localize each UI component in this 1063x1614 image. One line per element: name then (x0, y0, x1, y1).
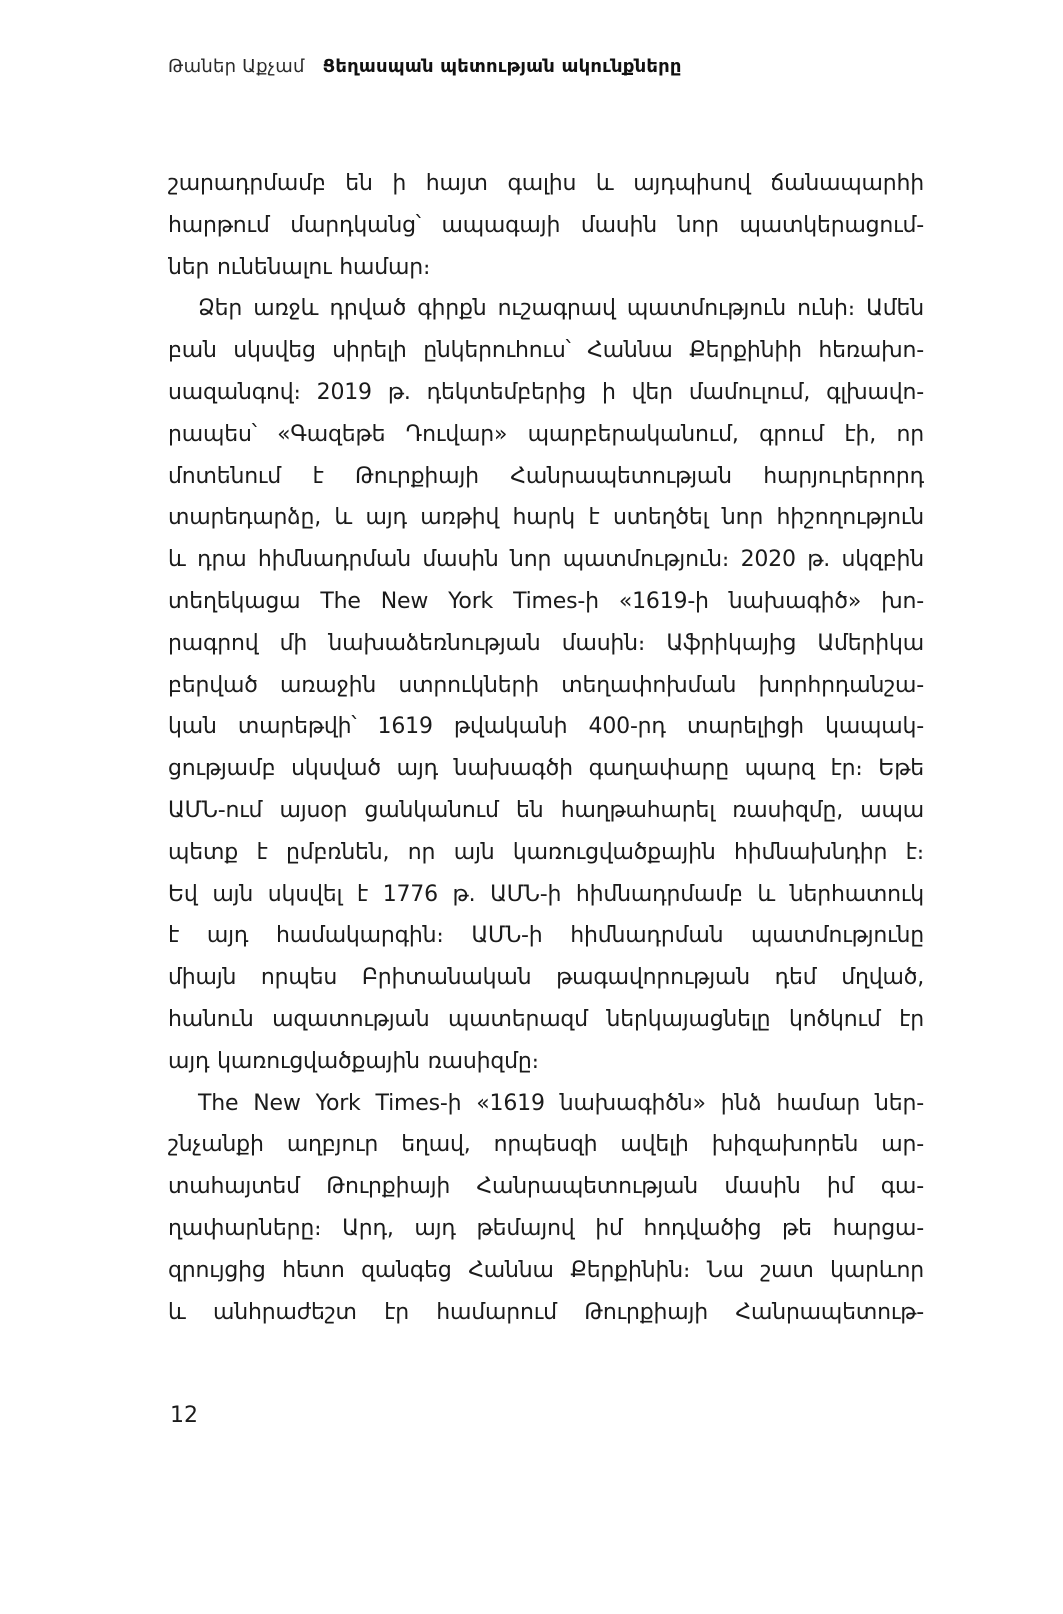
text-line: պետք է ըմբռնեն, որ այն կառուցվածքային հիմնախնդիր է։ (168, 839, 924, 865)
body-text (168, 163, 924, 1333)
text-line: այդ կառուցվածքային ռասիզմը։ (168, 1048, 539, 1074)
running-header (168, 55, 924, 79)
page-number: 12 (170, 1403, 198, 1428)
text-line: տահայտեմ Թուրքիայի Հանրապետության մասին իմ գա- (168, 1174, 924, 1200)
text-line: Ձեր առջև դրված գիրքն ուշագրավ պատմություն ունի։ Ամեն (198, 296, 924, 322)
text-line: շնչանքի աղբյուր եղավ, որպեսզի ավելի խիզախորեն ար- (168, 1132, 924, 1158)
text-line: տեղեկացա The New York Times-ի «1619-ի նախագիծ» խո- (168, 588, 924, 614)
text-line: տարեդարձը, և այդ առթիվ հարկ է ստեղծել նոր հիշողություն (168, 505, 924, 531)
text-line: րագրով մի նախաձեռնության մասին։ Աֆրիկայից Ամերիկա (168, 630, 924, 656)
text-line: մոտենում է Թուրքիայի Հանրապետության հարյուրերորդ (168, 463, 924, 489)
text-line: րապես՝ «Գազեթե Դուվար» պարբերականում, գրում էի, որ (168, 421, 924, 447)
text-line: ղափարները։ Արդ, այդ թեմայով իմ հոդվածից թե հարցա- (168, 1215, 924, 1241)
text-line: ԱՄՆ-ում այսօր ցանկանում են հաղթահարել ռասիզմը, ապա (168, 797, 924, 823)
text-line: շարադրմամբ են ի հայտ գալիս և այդպիսով ճանապարհի (168, 171, 924, 196)
header-author-name: Թաներ Աքչամ (168, 56, 305, 77)
text-line: ներ ունենալու համար։ (168, 254, 431, 280)
text-line: Եվ այն սկսվել է 1776 թ. ԱՄՆ-ի հիմնադրմամբ և ներհատուկ (168, 881, 924, 907)
text-line: է այդ համակարգին։ ԱՄՆ-ի հիմնադրման պատմությունը (168, 923, 924, 949)
text-line: բան սկսվեց սիրելի ընկերուհուս՝ Հաննա Քերքինիի հեռախո- (168, 338, 924, 364)
text-line: և անհրաժեշտ էր համարում Թուրքիայի Հանրապետութ- (168, 1299, 924, 1325)
text-line: հարթում մարդկանց՝ ապագայի մասին նոր պատկերացում- (168, 212, 924, 238)
text-line: և դրա հիմնադրման մասին նոր պատմություն։ 2020 թ. սկզբին (168, 547, 924, 573)
text-line: հանուն ազատության պատերազմ ներկայացնելը կոծկում էր (168, 1006, 924, 1032)
text-line: կան տարեթվի՝ 1619 թվականի 400-րդ տարելիցի կապակ- (168, 714, 924, 740)
text-line: սազանգով։ 2019 թ. դեկտեմբերից ի վեր մամուլում, գլխավո- (168, 379, 924, 405)
text-line: The New York Times-ի «1619 նախագիծն» ինձ համար ներ- (198, 1090, 924, 1116)
header-book-title: Ցեղասպան պետության ակունքները (322, 56, 682, 77)
text-line: զրույցից հետո զանգեց Հաննա Քերքինին։ Նա շատ կարևոր (168, 1257, 924, 1283)
text-line: բերված առաջին ստրուկների տեղափոխման խորհրդանշա- (168, 672, 924, 698)
text-line: միայն որպես Բրիտանական թագավորության դեմ մղված, (168, 965, 924, 991)
text-line: ցությամբ սկսված այդ նախագծի գաղափարը պարզ էր։ Եթե (168, 756, 924, 782)
